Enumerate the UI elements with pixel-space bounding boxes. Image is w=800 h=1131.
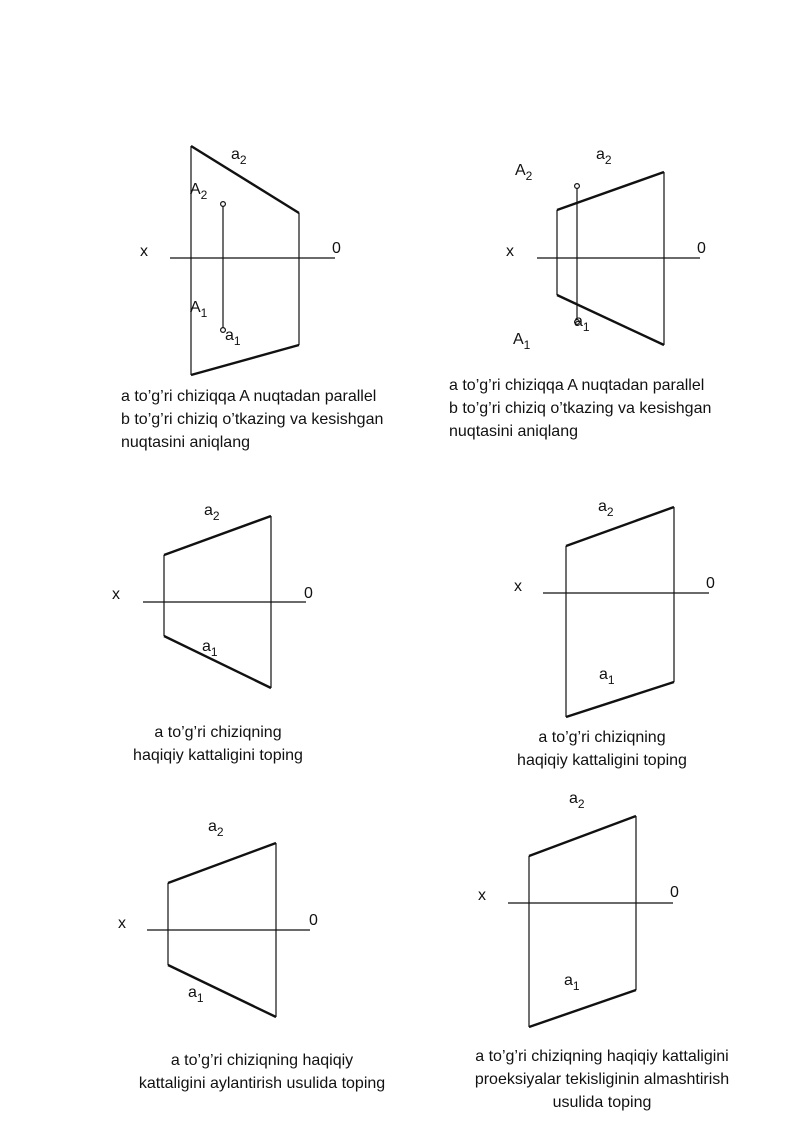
label-a2: $a_2$	[596, 146, 612, 167]
x-axis-label: x	[506, 243, 514, 260]
label-a1: $a_1$	[225, 327, 241, 348]
problem-4-caption: a to’g’ri chiziqning haqiqiy kattaligini toping	[517, 729, 687, 769]
problem-5-caption: a to’g’ri chiziqning haqiqiy kattaligini aylantirish usulida toping	[138, 1052, 386, 1092]
axis-zero-label: 0	[670, 884, 679, 901]
label-a1: $a_1$	[564, 972, 580, 993]
axis-zero-label: 0	[304, 585, 313, 602]
label-a1: $a_1$	[188, 984, 204, 1005]
axis-zero-label: 0	[706, 575, 715, 592]
problem-3-drawing	[112, 502, 313, 688]
axis-zero-label: 0	[309, 912, 318, 929]
projection-a1	[168, 965, 276, 1017]
problem-4-drawing	[514, 498, 715, 717]
x-axis-label: x	[112, 586, 120, 603]
problem-1-drawing	[140, 146, 341, 375]
label-A1: $A_1$	[190, 299, 208, 320]
label-A2: $A_2$	[190, 181, 208, 202]
projection-a2	[529, 816, 636, 856]
label-a1: $a_1$	[202, 638, 218, 659]
label-a1: $a_1$	[574, 313, 590, 334]
label-a2: $a_2$	[598, 498, 614, 519]
projection-a1	[566, 682, 674, 717]
axis-zero-label: 0	[332, 240, 341, 257]
problem-6-drawing	[478, 790, 679, 1027]
problem-2-drawing	[506, 146, 706, 352]
label-a2: $a_2$	[569, 790, 585, 811]
x-axis-label: x	[514, 578, 522, 595]
point-A2	[575, 184, 580, 189]
projection-a2	[566, 507, 674, 546]
problem-6-caption: a to’g’ri chiziqning haqiqiy kattaligini proeksiyalar tekisliginin almashtirish usulida toping	[474, 1048, 730, 1111]
x-axis-label: x	[478, 887, 486, 904]
point-A2	[221, 202, 226, 207]
projection-a1	[529, 990, 636, 1027]
projection-a1	[164, 636, 271, 688]
problem-2-caption: a to’g’ri chiziqqa A nuqtadan parallel b to’g’ri chiziq o’tkazing va kesishgan nuqtasini aniqlang	[449, 377, 712, 440]
x-axis-label: x	[118, 915, 126, 932]
label-a2: $a_2$	[208, 818, 224, 839]
x-axis-label: x	[140, 243, 148, 260]
projection-a1	[191, 345, 299, 375]
label-a2: $a_2$	[231, 146, 247, 167]
axis-zero-label: 0	[697, 240, 706, 257]
label-A1: $A_1$	[513, 331, 531, 352]
label-a2: $a_2$	[204, 502, 220, 523]
problem-5-drawing	[118, 818, 318, 1017]
projection-a2	[168, 843, 276, 883]
problem-1-caption: a to’g’ri chiziqqa A nuqtadan parallel b to’g’ri chiziq o’tkazing va kesishgan nuqtasini aniqlang	[121, 388, 384, 451]
problem-3-caption: a to’g’ri chiziqning haqiqiy kattaligini toping	[133, 724, 303, 764]
label-A2: $A_2$	[515, 162, 533, 183]
label-a1: $a_1$	[599, 666, 615, 687]
projection-a2	[557, 172, 664, 210]
